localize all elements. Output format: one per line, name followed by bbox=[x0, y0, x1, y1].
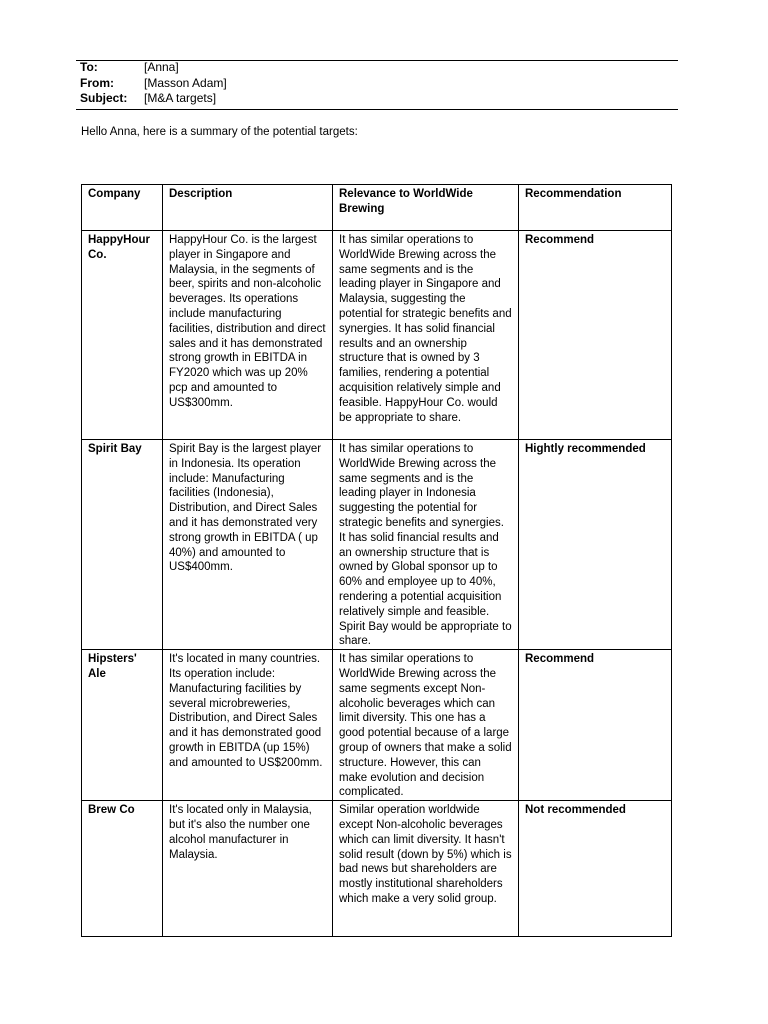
relevance-cell: It has similar operations to WorldWide Brewing across the same segments and is the leading player in Indonesia suggesting the potential for strategic benefits and synergies. It has solid financial results and an ownership structure that is owned by Global sponsor up to 60% and employee up to 40%, rendering a potential acquisition relatively simple and feasible. Spirit Bay would be appropriate to share. bbox=[333, 440, 519, 650]
column-header-recommendation: Recommendation bbox=[519, 185, 672, 231]
relevance-cell: It has similar operations to WorldWide Brewing across the same segments except Non-alcoholic beverages which can limit diversity. This one has a good potential because of a large group of owners that make a solid structure. However, this can make evolution and decision complicated. bbox=[333, 650, 519, 801]
company-cell: Hipsters' Ale bbox=[82, 650, 163, 801]
column-header-relevance: Relevance to WorldWide Brewing bbox=[333, 185, 519, 231]
company-cell: Brew Co bbox=[82, 801, 163, 937]
greeting-text: Hello Anna, here is a summary of the potential targets: bbox=[81, 126, 358, 138]
table-row bbox=[82, 440, 672, 650]
to-label: To: bbox=[80, 60, 98, 74]
table-row bbox=[82, 650, 672, 801]
description-cell: Spirit Bay is the largest player in Indonesia. Its operation include: Manufacturing facilities (Indonesia), Distribution, and Direct Sales and it has demonstrated very strong growth in EBITDA ( up 40%) and amounted to US$400mm. bbox=[163, 440, 333, 650]
description-cell: HappyHour Co. is the largest player in Singapore and Malaysia, in the segments of beer, spirits and non-alcoholic beverages. Its operations include manufacturing facilities, distribution and direct sales and it has demonstrated strong growth in EBITDA in FY2020 which was up 20% pcp and amounted to US$300mm. bbox=[163, 231, 333, 440]
subject-row bbox=[80, 91, 227, 107]
description-cell: It's located only in Malaysia, but it's also the number one alcohol manufacturer in Malaysia. bbox=[163, 801, 333, 937]
company-cell: Spirit Bay bbox=[82, 440, 163, 650]
table-row bbox=[82, 801, 672, 937]
to-value: [Anna] bbox=[144, 60, 179, 74]
column-header-company: Company bbox=[82, 185, 163, 231]
from-label: From: bbox=[80, 75, 114, 90]
targets-table bbox=[81, 184, 672, 937]
to-row bbox=[80, 60, 227, 76]
recommendation-cell: Not recommended bbox=[519, 801, 672, 937]
table-row bbox=[82, 231, 672, 440]
company-cell: HappyHour Co. bbox=[82, 231, 163, 440]
table-header-row bbox=[82, 185, 672, 231]
from-row bbox=[80, 76, 227, 92]
subject-label: Subject: bbox=[80, 91, 128, 105]
recommendation-cell: Recommend bbox=[519, 231, 672, 440]
from-value: [Masson Adam] bbox=[144, 75, 227, 90]
recommendation-cell: Recommend bbox=[519, 650, 672, 801]
relevance-cell: Similar operation worldwide except Non-alcoholic beverages which can limit diversity. It hasn't solid result (down by 5%) which is bad news but shareholders are mostly institutional shareholders which make a very solid group. bbox=[333, 801, 519, 937]
header-bottom-rule bbox=[76, 109, 678, 110]
column-header-description: Description bbox=[163, 185, 333, 231]
recommendation-cell: Hightly recommended bbox=[519, 440, 672, 650]
description-cell: It's located in many countries. Its operation include: Manufacturing facilities by several microbreweries, Distribution, and Direct Sales and it has demonstrated good growth in EBITDA (up 15%) and amounted to US$200mm. bbox=[163, 650, 333, 801]
subject-value: [M&A targets] bbox=[144, 91, 217, 105]
memo-header bbox=[80, 60, 227, 107]
relevance-cell: It has similar operations to WorldWide Brewing across the same segments and is the leading player in Singapore and Malaysia, suggesting the potential for strategic benefits and synergies. It has solid financial results and an ownership structure that is owned by 3 families, rendering a potential acquisition relatively simple and feasible. HappyHour Co. would be appropriate to share. bbox=[333, 231, 519, 440]
